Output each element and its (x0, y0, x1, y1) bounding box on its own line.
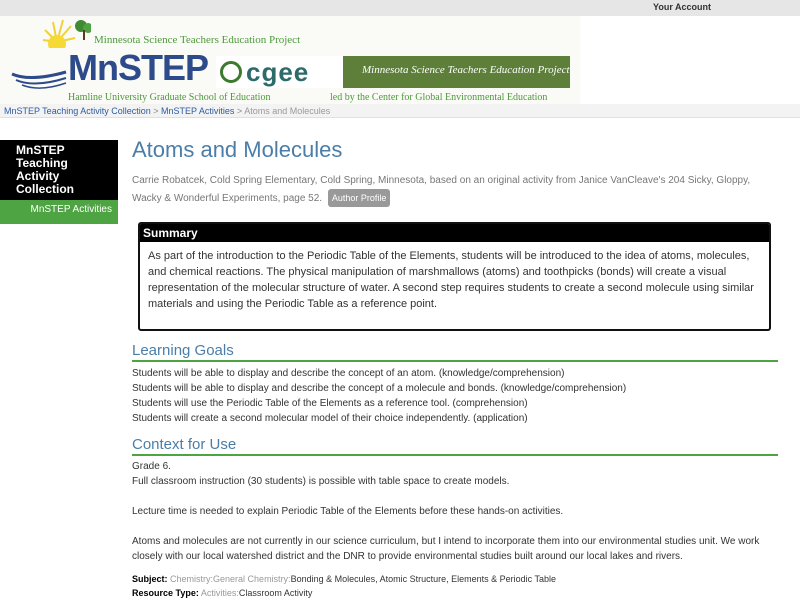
globe-icon (220, 61, 242, 83)
top-utility-bar (0, 0, 800, 16)
context-heading: Context for Use (132, 436, 778, 456)
context-body (132, 459, 778, 564)
author-credit (132, 173, 776, 207)
credit-text: Carrie Robatcek, Cold Spring Elementary, Cold Spring, Minnesota, based on an original activity from Janice VanCleave's 204 Sicky, Gloppy, Wacky & Wonderful Experiments, page 52. (132, 175, 751, 204)
project-title: Minnesota Science Teachers Education Project (94, 34, 301, 46)
list-item: Students will use the Periodic Table of the Elements as a reference tool. (comprehension) (132, 398, 528, 409)
cgee-banner (216, 56, 570, 88)
subject-path[interactable]: Chemistry:General Chemistry: (170, 574, 291, 584)
mnstep-logo: MnSTEP (68, 47, 209, 88)
resource-type-path[interactable]: Activities: (200, 588, 239, 598)
breadcrumb-link-activities[interactable]: MnSTEP Activities (161, 106, 235, 116)
nav-activities-link[interactable]: MnSTEP Activities (0, 200, 118, 219)
resource-type-label: Resource Type: (132, 588, 199, 598)
breadcrumb-link-collection[interactable]: MnSTEP Teaching Activity Collection (4, 106, 151, 116)
page-title: Atoms and Molecules (132, 137, 343, 162)
summary-box (138, 222, 771, 331)
subject-row (132, 572, 556, 586)
left-nav (0, 140, 118, 224)
learning-goals-heading: Learning Goals (132, 342, 778, 362)
list-item: Students will create a second molecular model of their choice independently. (application) (132, 413, 528, 424)
school-name: Hamline University Graduate School of Education (68, 92, 271, 103)
led-by-text: led by the Center for Global Environmental Education (330, 92, 548, 103)
list-item: Students will be able to display and describe the concept of an atom. (knowledge/comprehension) (132, 368, 565, 379)
context-class-size: Full classroom instruction (30 students) is possible with table space to create models. (132, 476, 510, 487)
context-grade: Grade 6. (132, 461, 171, 472)
resource-metadata (132, 572, 556, 600)
your-account-link[interactable]: Your Account (653, 2, 711, 12)
nav-divider (0, 219, 118, 224)
subject-label: Subject: (132, 574, 168, 584)
summary-heading: Summary (140, 224, 769, 242)
resource-type-row (132, 586, 556, 600)
main-content (132, 132, 780, 598)
site-banner (0, 16, 800, 104)
list-item: Students will be able to display and describe the concept of a molecule and bonds. (knowledge/comprehension) (132, 383, 627, 394)
subject-value[interactable]: Bonding & Molecules, Atomic Structure, Elements & Periodic Table (290, 574, 557, 584)
cgee-tagline: Minnesota Science Teachers Education Project (362, 64, 570, 76)
breadcrumb-current: Atoms and Molecules (244, 106, 331, 116)
breadcrumb-separator: > (236, 106, 243, 116)
breadcrumb (0, 104, 800, 118)
resource-type-value[interactable]: Classroom Activity (238, 588, 313, 598)
cgee-logo: cgee (216, 56, 343, 88)
learning-goals-list (132, 366, 626, 426)
context-lecture: Lecture time is needed to explain Periodic Table of the Elements before these hands-on activities. (132, 506, 564, 517)
context-curriculum: Atoms and molecules are not currently in our science curriculum, but I intend to incorporate them into our environmental studies unit. We work closely with our local watershed district and the DNR to provide environmental studies built around our local lakes and rivers. (132, 536, 760, 562)
nav-collection-link[interactable]: MnSTEP Teaching Activity Collection (0, 140, 118, 200)
breadcrumb-separator: > (153, 106, 159, 116)
water-wave-icon (10, 68, 68, 90)
author-profile-button[interactable]: Author Profile (328, 189, 391, 207)
summary-body: As part of the introduction to the Periodic Table of the Elements, students will be introduced to the idea of atoms, molecules, and chemical reactions. The physical manipulation of marshmallows (atoms) and toothpicks (bonds) will create a visual representation of the molecular structure of water. A second step requires students to create a second molecule using similar materials and using the Periodic Table as a reference point. (148, 250, 754, 310)
mnstep-logo-area[interactable] (0, 16, 580, 104)
